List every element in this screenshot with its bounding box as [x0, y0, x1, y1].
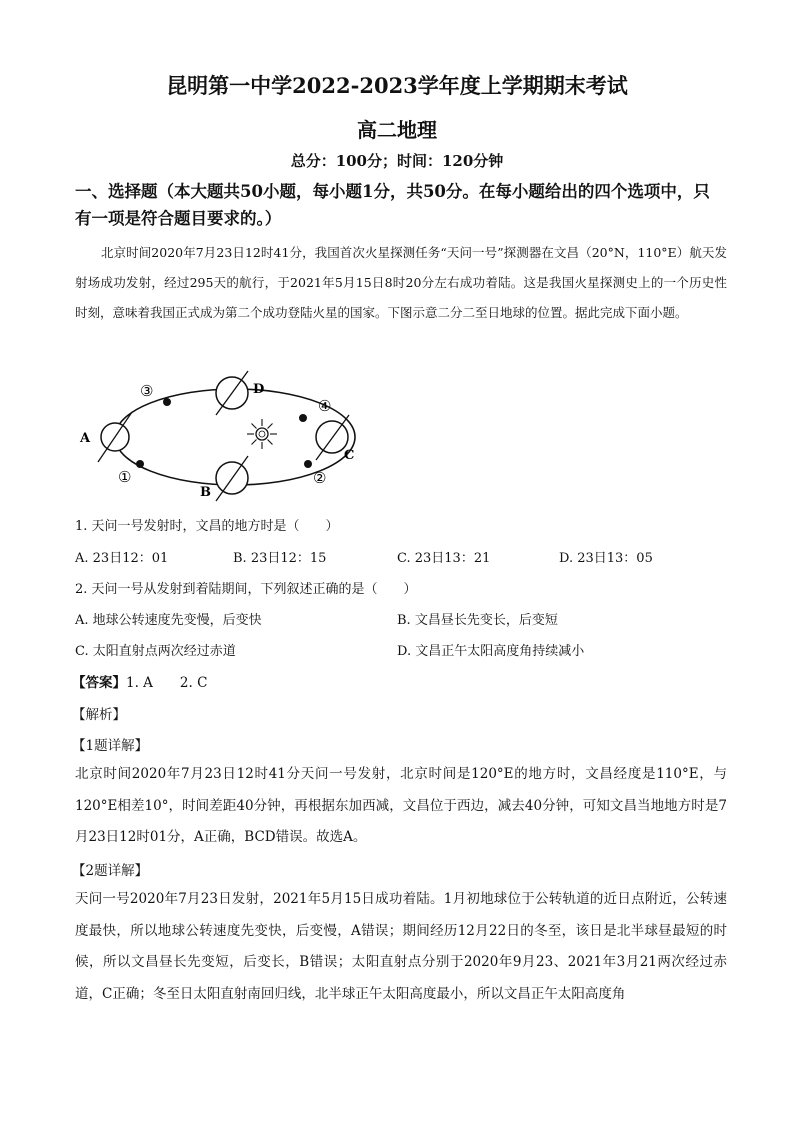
question-2-option-c: C. 太阳直射点两次经过赤道: [75, 644, 236, 659]
marker-1: ①: [118, 468, 132, 486]
question-2-stem: 2. 天问一号从发射到着陆期间，下列叙述正确的是（ ）: [75, 582, 417, 597]
earth-position-b: [216, 456, 248, 501]
analysis-tag: 【解析】: [72, 707, 126, 723]
label-c: C: [344, 448, 355, 463]
passage-text: 北京时间2020年7月23日12时41分，我国首次火星探测任务“天问一号”探测器在文昌（20°N，110°E）航天发射场成功发射，经过295天的航行，于2021年5月15日8时20分左右成功着陆。这是我国火星探测史上的一个历史性时刻，意味着我国正式成为第二个成功登陆火星的国家。下图示意二分二至日地球的位置。据此完成下面小题。: [75, 245, 727, 320]
section-heading: 一、选择题（本大题共50小题，每小题1分，共50分。在每小题给出的四个选项中，只有一项是符合题目要求的。）: [75, 182, 710, 228]
question-1-option-a: A. 23日12：01: [75, 551, 169, 566]
question-2-option-b: B. 文昌昼长先变长，后变短: [397, 613, 558, 628]
marker-2: ②: [313, 469, 327, 487]
answer-text: 1. A 2. C: [126, 675, 208, 691]
marker-4: ④: [318, 397, 332, 415]
question-1-stem: 1. 天问一号发射时，文昌的地方时是（ ）: [75, 519, 339, 534]
orbit-marker-dot-2: [304, 460, 312, 468]
orbit-marker-dot-4: [299, 414, 307, 422]
question-1-option-d: D. 23日13：05: [559, 551, 653, 566]
orbit-marker-dot-1: [136, 460, 144, 468]
label-b: B: [200, 485, 211, 500]
exam-title: 昆明第一中学2022-2023学年度上学期期末考试: [166, 73, 628, 98]
earth-position-d: [216, 371, 248, 415]
orbit-diagram: [72, 370, 372, 510]
detail-1-tag: 【1题详解】: [72, 738, 149, 754]
marker-3: ③: [140, 382, 154, 400]
question-1-option-c: C. 23日13：21: [397, 551, 491, 566]
detail-2-tag: 【2题详解】: [72, 863, 149, 879]
detail-2-text: 天问一号2020年7月23日发射，2021年5月15日成功着陆。1月初地球位于公转轨道的近日点附近，公转速度最快，所以地球公转速度先变快，后变慢，A错误；期间经历12月22日的冬至，该日是北半球昼最短的时候，所以文昌昼长先变短，后变长，B错误；太阳直射点分别于2020年9月23、2021年3月21两次经过赤道，C正确；冬至日太阳直射南回归线，北半球正午太阳高度最小，所以文昌正午太阳高度角: [75, 891, 727, 1002]
answer-tag: 【答案】: [72, 675, 126, 691]
question-1-option-b: B. 23日12：15: [233, 551, 327, 566]
orbit-marker-dot-3: [163, 398, 171, 406]
score-time: 总分：100分；时间：120分钟: [290, 152, 504, 170]
question-2-option-d: D. 文昌正午太阳高度角持续减小: [397, 644, 585, 659]
answer-line: [72, 671, 207, 691]
label-d: D: [253, 382, 265, 397]
question-2-option-a: A. 地球公转速度先变慢，后变快: [75, 613, 262, 628]
exam-subject: 高二地理: [357, 118, 437, 142]
earth-position-a: [98, 412, 132, 462]
sun-icon: [247, 419, 277, 449]
detail-1-text: 北京时间2020年7月23日12时41分天问一号发射，北京时间是120°E的地方时，文昌经度是110°E，与120°E相差10°，时间差距40分钟，再根据东加西减，文昌位于西边，减去40分钟，可知文昌当地地方时是7月23日12时01分，A正确，BCD错误。故选A。: [75, 766, 727, 845]
label-a: A: [80, 431, 91, 446]
